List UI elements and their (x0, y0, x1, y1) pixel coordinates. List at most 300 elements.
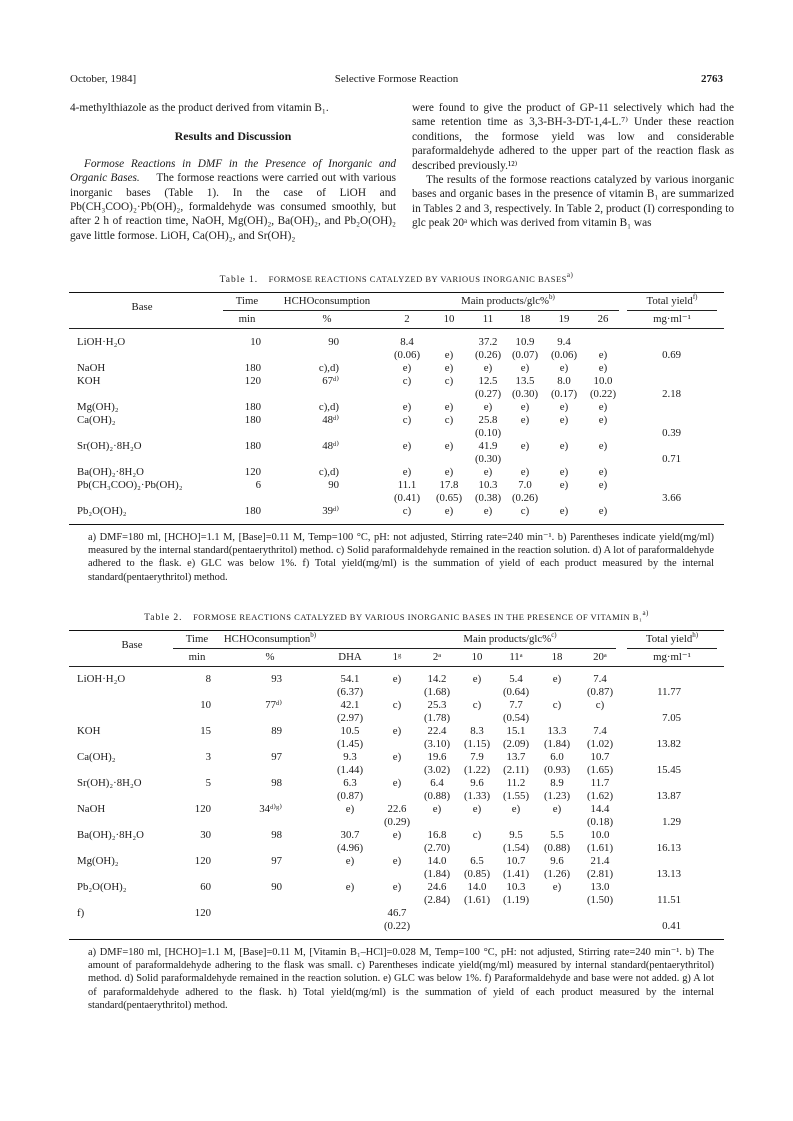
row-base: LiOH·H₂O (77, 673, 126, 685)
row-yield: (1.84) (543, 738, 571, 750)
row-base: Sr(OH)₂·8H₂O (77, 777, 142, 789)
row-glc-value: 10.3 (506, 881, 526, 893)
row-yield: (3.10) (423, 738, 451, 750)
row-glc-value: 25.8 (478, 414, 498, 426)
row-glc-value: e) (432, 803, 442, 815)
row-glc-value: e) (520, 362, 530, 374)
row-yield: (2.81) (586, 868, 614, 880)
paragraph-text: The formose reactions were carried out with various inorganic bases (Table 1). In the case of LiOH and Pb(CH₃COO)₂·Pb(OH)₂, formaldehyde was consumed smoothly, but after 2 h of reaction time, NaOH, Mg(OH)₂, Ba(OH)₂, and Pb₂O(OH)₂ gave little formose. LiOH, Ca(OH)₂, and Sr(OH)₂ (70, 172, 396, 242)
row-time: 120 (194, 907, 211, 919)
table-rule (627, 310, 717, 311)
peak-label: 10 (471, 651, 483, 663)
row-base: LiOH·H₂O (77, 336, 126, 348)
row-yield: (0.22) (383, 920, 411, 932)
column-header-total-yield: Total yield$^{f)}$ (646, 293, 698, 307)
row-glc-value: e) (520, 414, 530, 426)
row-total-yield: 0.39 (662, 427, 681, 439)
row-total-yield: 7.05 (662, 712, 681, 724)
row-glc-value: e) (483, 401, 493, 413)
row-yield: (0.22) (589, 388, 617, 400)
row-glc-value: c) (444, 375, 454, 387)
row-glc-value: 16.8 (427, 829, 447, 841)
table-rule (210, 648, 330, 649)
row-total-yield: 0.71 (662, 453, 681, 465)
row-glc-value: e) (472, 803, 482, 815)
row-yield: e) (444, 349, 454, 361)
row-yield: (0.26) (474, 349, 502, 361)
row-yield: (0.93) (543, 764, 571, 776)
row-base: Ca(OH)₂ (77, 414, 116, 426)
row-glc-value: 6.3 (343, 777, 357, 789)
row-glc-value: e) (392, 777, 402, 789)
row-base: Pb(CH₃COO)₂·Pb(OH)₂ (77, 479, 183, 491)
table-rule (69, 939, 724, 940)
row-base: KOH (77, 725, 101, 737)
row-yield: (0.87) (586, 686, 614, 698)
row-glc-value: 10.9 (515, 336, 535, 348)
row-yield: (0.41) (393, 492, 421, 504)
row-glc-value: 13.7 (506, 751, 526, 763)
row-base: KOH (77, 375, 101, 387)
peak-label: 18 (519, 313, 531, 325)
row-base: Ba(OH)₂·8H₂O (77, 466, 144, 478)
row-base: Mg(OH)₂ (77, 855, 119, 867)
row-time: 30 (200, 829, 211, 841)
row-glc-value: 9.3 (343, 751, 357, 763)
row-yield: (1.23) (543, 790, 571, 802)
row-glc-value: 13.0 (590, 881, 610, 893)
row-hcho: 90 (328, 336, 339, 348)
row-time: 180 (244, 414, 261, 426)
row-total-yield: 15.45 (656, 764, 681, 776)
row-yield: (2.84) (423, 894, 451, 906)
paragraph-lead: Formose Reactions in DMF in the Presence of Inorganic and Organic Bases. (70, 157, 396, 185)
row-yield: (0.07) (511, 349, 539, 361)
row-hcho: 97 (271, 855, 282, 867)
row-glc-value: 30.7 (340, 829, 360, 841)
table-rule (69, 666, 724, 667)
row-base: Mg(OH)₂ (77, 401, 119, 413)
row-glc-value: 14.0 (427, 855, 447, 867)
row-hcho: 98 (271, 829, 282, 841)
row-glc-value: 9.5 (509, 829, 523, 841)
row-glc-value: c) (595, 699, 605, 711)
row-base: Pb₂O(OH)₂ (77, 881, 127, 893)
row-base: Ba(OH)₂·8H₂O (77, 829, 144, 841)
row-total-yield: 0.41 (662, 920, 681, 932)
row-glc-value: 7.7 (509, 699, 523, 711)
row-time: 15 (200, 725, 211, 737)
row-yield: (0.64) (502, 686, 530, 698)
row-hcho: 90 (328, 479, 339, 491)
row-time: 180 (244, 362, 261, 374)
page-number: 2763 (701, 73, 723, 85)
row-glc-value: 6.5 (470, 855, 484, 867)
row-glc-value: e) (472, 673, 482, 685)
row-glc-value: 7.4 (593, 673, 607, 685)
row-yield: (1.02) (586, 738, 614, 750)
row-glc-value: 8.0 (557, 375, 571, 387)
row-glc-value: e) (520, 466, 530, 478)
column-header-hcho: HCHOconsumption (283, 295, 371, 307)
row-yield: (0.30) (474, 453, 502, 465)
row-glc-value: c) (520, 505, 530, 517)
row-glc-value: e) (392, 725, 402, 737)
table-rule (223, 310, 271, 311)
row-total-yield: 11.51 (657, 894, 681, 906)
row-glc-value: 42.1 (340, 699, 360, 711)
row-time: 180 (244, 401, 261, 413)
peak-label: 26 (597, 313, 609, 325)
row-hcho: 67ᵈ⁾ (322, 375, 339, 387)
row-glc-value: e) (483, 505, 493, 517)
row-hcho: 98 (271, 777, 282, 789)
row-yield: (0.87) (336, 790, 364, 802)
row-glc-value: e) (511, 803, 521, 815)
peak-label: 19 (558, 313, 570, 325)
row-glc-value: 10.7 (590, 751, 610, 763)
row-glc-value: 10.0 (590, 829, 610, 841)
row-yield: (0.88) (423, 790, 451, 802)
row-glc-value: e) (345, 855, 355, 867)
row-hcho: 77ᵈ⁾ (265, 699, 282, 711)
row-glc-value: c) (402, 414, 412, 426)
row-glc-value: e) (559, 479, 569, 491)
column-header-total-yield: Total yield$^{h)}$ (645, 631, 699, 645)
peak-label: 11ᵃ (509, 651, 523, 663)
row-glc-value: e) (559, 440, 569, 452)
row-yield: (1.33) (463, 790, 491, 802)
row-yield: (1.68) (423, 686, 451, 698)
unit-total-yield: mg·ml⁻¹ (653, 313, 691, 325)
row-glc-value: 7.4 (593, 725, 607, 737)
row-glc-value: 8.3 (470, 725, 484, 737)
table-rule (69, 328, 724, 329)
row-glc-value: 10.7 (506, 855, 526, 867)
unit-hcho: % (322, 313, 332, 325)
table1-label: Table 1. (219, 275, 259, 285)
row-glc-value: e) (559, 466, 569, 478)
table-rule (69, 292, 724, 293)
row-yield: (1.44) (336, 764, 364, 776)
footnote-marker: h) (692, 631, 699, 639)
row-total-yield: 13.82 (656, 738, 681, 750)
table-rule (385, 310, 619, 311)
row-glc-value: 24.6 (427, 881, 447, 893)
row-glc-value: 9.6 (550, 855, 564, 867)
row-glc-value: 8.4 (400, 336, 414, 348)
row-hcho: c),d) (318, 362, 339, 374)
row-hcho: 93 (271, 673, 282, 685)
row-yield: (1.41) (502, 868, 530, 880)
peak-label: 10 (443, 313, 455, 325)
row-yield: (1.84) (423, 868, 451, 880)
row-yield: (1.61) (586, 842, 614, 854)
row-base: NaOH (77, 362, 106, 374)
unit-hcho: % (265, 651, 275, 663)
row-glc-value: 14.2 (427, 673, 447, 685)
row-glc-value: e) (559, 414, 569, 426)
row-glc-value: e) (402, 466, 412, 478)
peak-label: 11 (482, 313, 494, 325)
row-glc-value: e) (392, 751, 402, 763)
peak-label: 18 (551, 651, 563, 663)
row-total-yield: 11.77 (657, 686, 681, 698)
row-glc-value: e) (559, 401, 569, 413)
row-base: NaOH (77, 803, 106, 815)
table2-label: Table 2. (144, 613, 183, 623)
row-yield: (2.70) (423, 842, 451, 854)
peak-label: 20ᵃ (593, 651, 607, 663)
row-yield: (1.78) (423, 712, 451, 724)
row-glc-value: 6.0 (550, 751, 564, 763)
row-yield: (1.54) (502, 842, 530, 854)
table1-footnote: a) DMF=180 ml, [HCHO]=1.1 M, [Base]=0.11 M, Temp=100 °C, pH: not adjusted, Stirring rate=240 min⁻¹. b) Parentheses indicate yield(mg/ml) measured by the internal standard(pentaerythritol) method. c) Solid paraformaldehyde remained in the reaction solution. d) A lot of paraformaldehyde adhered to the flask. e) GLC was below 1%. f) Total yield(mg/ml) is the summation of yield of each product measured by the internal standard(pentaerythritol) method. (88, 532, 714, 583)
row-yield: (1.65) (586, 764, 614, 776)
row-glc-value: e) (559, 505, 569, 517)
row-glc-value: e) (483, 466, 493, 478)
row-yield: (0.27) (474, 388, 502, 400)
row-yield: (1.45) (336, 738, 364, 750)
table1-title: FORMOSE REACTIONS CATALYZED BY VARIOUS INORGANIC BASES (268, 274, 567, 284)
row-glc-value: e) (552, 673, 562, 685)
column-header-main-products: Main products/glc%$^{b)}$ (461, 293, 555, 307)
row-base: Ca(OH)₂ (77, 751, 116, 763)
row-glc-value: e) (559, 362, 569, 374)
row-glc-value: 9.6 (470, 777, 484, 789)
row-yield: (2.09) (502, 738, 530, 750)
row-yield: (0.17) (550, 388, 578, 400)
row-yield: e) (598, 349, 608, 361)
row-hcho: 48ᵈ⁾ (322, 440, 339, 452)
row-glc-value: 22.6 (387, 803, 407, 815)
row-total-yield: 13.13 (656, 868, 681, 880)
row-glc-value: e) (483, 362, 493, 374)
row-glc-value: e) (444, 466, 454, 478)
row-time: 6 (255, 479, 261, 491)
footnote-marker: f) (692, 293, 698, 301)
row-yield: (1.62) (586, 790, 614, 802)
row-glc-value: 10.0 (593, 375, 613, 387)
row-glc-value: e) (598, 466, 608, 478)
row-glc-value: e) (402, 440, 412, 452)
row-total-yield: 1.29 (662, 816, 681, 828)
row-glc-value: e) (345, 881, 355, 893)
table2-title: FORMOSE REACTIONS CATALYZED BY VARIOUS INORGANIC BASES IN THE PRESENCE OF VITAMIN B₁ (193, 612, 643, 622)
column-header-hcho: HCHOconsumption$^{b)}$ (223, 631, 317, 645)
paragraph: 4-methylthiazole as the product derived from vitamin B₁. (70, 102, 329, 114)
row-yield: (1.19) (502, 894, 530, 906)
row-total-yield: 16.13 (656, 842, 681, 854)
row-yield: (1.55) (502, 790, 530, 802)
row-time: 180 (244, 505, 261, 517)
footnote-marker: c) (551, 631, 557, 639)
row-yield: (0.06) (550, 349, 578, 361)
row-base: Pb₂O(OH)₂ (77, 505, 127, 517)
row-glc-value: e) (444, 362, 454, 374)
row-glc-value: 8.9 (550, 777, 564, 789)
row-yield: (2.11) (503, 764, 529, 776)
row-glc-value: 22.4 (427, 725, 447, 737)
row-glc-value: e) (598, 362, 608, 374)
row-glc-value: 14.4 (590, 803, 610, 815)
peak-label: DHA (338, 651, 362, 663)
right-column (412, 101, 734, 231)
row-glc-value: e) (392, 673, 402, 685)
row-time: 180 (244, 440, 261, 452)
row-yield: (0.65) (435, 492, 463, 504)
row-yield: (0.29) (383, 816, 411, 828)
row-glc-value: 14.0 (467, 881, 487, 893)
row-yield: (0.88) (543, 842, 571, 854)
row-hcho: 90 (271, 881, 282, 893)
row-glc-value: 12.5 (478, 375, 498, 387)
row-yield: (0.18) (586, 816, 614, 828)
row-time: 60 (200, 881, 211, 893)
row-glc-value: 21.4 (590, 855, 610, 867)
row-hcho: 89 (271, 725, 282, 737)
row-glc-value: e) (552, 881, 562, 893)
row-glc-value: 11.2 (506, 777, 526, 789)
row-glc-value: 5.4 (509, 673, 523, 685)
row-glc-value: 6.4 (430, 777, 444, 789)
peak-label: 1ᵍ (392, 651, 402, 663)
row-hcho: c),d) (318, 401, 339, 413)
running-header-date: October, 1984] (70, 73, 137, 85)
row-glc-value: c) (392, 699, 402, 711)
row-glc-value: e) (402, 362, 412, 374)
row-hcho: 48ᵈ⁾ (322, 414, 339, 426)
column-header-main-products: Main products/glc%$^{c)}$ (463, 631, 557, 645)
row-glc-value: 41.9 (478, 440, 498, 452)
column-header-time: Time (235, 295, 259, 307)
row-glc-value: 7.9 (470, 751, 484, 763)
running-header-title: Selective Formose Reaction (334, 73, 459, 85)
peak-label: 2ᵃ (432, 651, 442, 663)
row-yield: (0.30) (511, 388, 539, 400)
row-time: 5 (205, 777, 211, 789)
row-time: 3 (205, 751, 211, 763)
row-total-yield: 3.66 (662, 492, 681, 504)
row-yield: (1.61) (463, 894, 491, 906)
row-glc-value: c) (402, 375, 412, 387)
row-glc-value: c) (472, 829, 482, 841)
row-time: 120 (244, 375, 261, 387)
row-glc-value: 10.3 (478, 479, 498, 491)
row-glc-value: 19.6 (427, 751, 447, 763)
row-yield: (0.85) (463, 868, 491, 880)
row-base: Sr(OH)₂·8H₂O (77, 440, 142, 452)
table-rule (69, 630, 724, 631)
row-glc-value: c) (472, 699, 482, 711)
row-hcho: 97 (271, 751, 282, 763)
row-glc-value: 37.2 (478, 336, 498, 348)
paragraph: were found to give the product of GP-11 selectively which had the same retention time as 3,3-BH-3-DT-1,4-L.⁷⁾ Under these reaction conditions, the formose yield was low and considerable paraformaldehyde adhered to the upper part of the reaction flask as described previously.¹²⁾ (412, 102, 734, 172)
table2-caption: Table 2. FORMOSE REACTIONS CATALYZED BY VARIOUS INORGANIC BASES IN THE PRESENCE OF VITAMIN B₁$^{a)}$ (144, 609, 649, 623)
table-rule (69, 524, 724, 525)
row-yield: (0.26) (511, 492, 539, 504)
row-glc-value: 7.0 (518, 479, 532, 491)
row-glc-value: 11.7 (590, 777, 610, 789)
row-glc-value: e) (444, 505, 454, 517)
row-glc-value: 17.8 (439, 479, 459, 491)
row-glc-value: c) (402, 505, 412, 517)
row-time: 120 (244, 466, 261, 478)
row-yield: (1.15) (463, 738, 491, 750)
row-glc-value: e) (444, 401, 454, 413)
row-yield: (4.96) (336, 842, 364, 854)
row-yield: (0.54) (502, 712, 530, 724)
row-yield: (0.06) (393, 349, 421, 361)
row-time: 120 (194, 803, 211, 815)
row-total-yield: 13.87 (656, 790, 681, 802)
row-glc-value: e) (392, 855, 402, 867)
row-yield: (1.22) (463, 764, 491, 776)
row-glc-value: e) (402, 401, 412, 413)
peak-label: 2 (404, 313, 410, 325)
row-glc-value: e) (552, 803, 562, 815)
row-glc-value: e) (345, 803, 355, 815)
row-glc-value: e) (520, 401, 530, 413)
row-glc-value: 9.4 (557, 336, 571, 348)
table-rule (627, 648, 717, 649)
row-time: 8 (205, 673, 211, 685)
column-header-base: Base (121, 639, 143, 651)
row-total-yield: 2.18 (662, 388, 681, 400)
table2-footnote: a) DMF=180 ml, [HCHO]=1.1 M, [Base]=0.11 M, [Vitamin B₁–HCl]=0.028 M, Temp=100 °C, pH: not adjusted, Stirring rate=240 min⁻¹. b) The amount of paraformaldehyde adhering to the flask was small. c) Parentheses indicate yield(mg/ml) measured by internal standard(pentaerythritol) method. d) Solid paraformaldehyde remained in the reaction solution. e) GLC was below 1%. f) Paraformaldehyde and base were not added. g) A lot of paraformaldehyde adhered to the flask. h) Total yield(mg/ml) is the summation of yield of each product measured by the internal standard(pentaerythritol) method. (88, 947, 714, 1011)
row-hcho: 39ᵈ⁾ (322, 505, 339, 517)
unit-time: min (188, 651, 206, 663)
unit-time: min (238, 313, 256, 325)
row-yield: (0.38) (474, 492, 502, 504)
row-glc-value: e) (444, 440, 454, 452)
section-heading: Results and Discussion (174, 129, 292, 144)
row-time: 10 (250, 336, 261, 348)
row-glc-value: 46.7 (387, 907, 407, 919)
table1-caption: Table 1. FORMOSE REACTIONS CATALYZED BY VARIOUS INORGANIC BASES$^{a)}$ (219, 271, 574, 285)
row-glc-value: e) (598, 401, 608, 413)
paragraph (70, 157, 396, 243)
row-glc-value: 13.3 (547, 725, 567, 737)
row-time: 120 (194, 855, 211, 867)
left-column (70, 101, 396, 243)
row-glc-value: 13.5 (515, 375, 535, 387)
paragraph: The results of the formose reactions catalyzed by various inorganic bases and organic bases in the presence of vitamin B₁ are summarized in Tables 2 and 3, respectively. In Table 2, product (I) corresponding to glc peak 20ᵃ which was derived from vitamin B₁ was (412, 174, 734, 230)
footnote-marker: b) (549, 293, 555, 301)
row-base: f) (77, 907, 85, 919)
unit-total-yield: mg·ml⁻¹ (653, 651, 691, 663)
row-glc-value: e) (392, 829, 402, 841)
column-header-base: Base (131, 301, 153, 313)
row-glc-value: e) (598, 505, 608, 517)
table-rule (328, 648, 616, 649)
row-glc-value: e) (598, 479, 608, 491)
row-glc-value: c) (552, 699, 562, 711)
row-yield: (0.10) (474, 427, 502, 439)
row-total-yield: 0.69 (662, 349, 681, 361)
row-yield: (1.50) (586, 894, 614, 906)
row-glc-value: c) (444, 414, 454, 426)
row-hcho: c),d) (318, 466, 339, 478)
row-yield: (1.26) (543, 868, 571, 880)
row-glc-value: 54.1 (340, 673, 360, 685)
column-header-time: Time (185, 633, 209, 645)
row-glc-value: e) (392, 881, 402, 893)
row-glc-value: 10.5 (340, 725, 360, 737)
row-glc-value: e) (598, 440, 608, 452)
row-time: 10 (200, 699, 211, 711)
row-glc-value: e) (598, 414, 608, 426)
